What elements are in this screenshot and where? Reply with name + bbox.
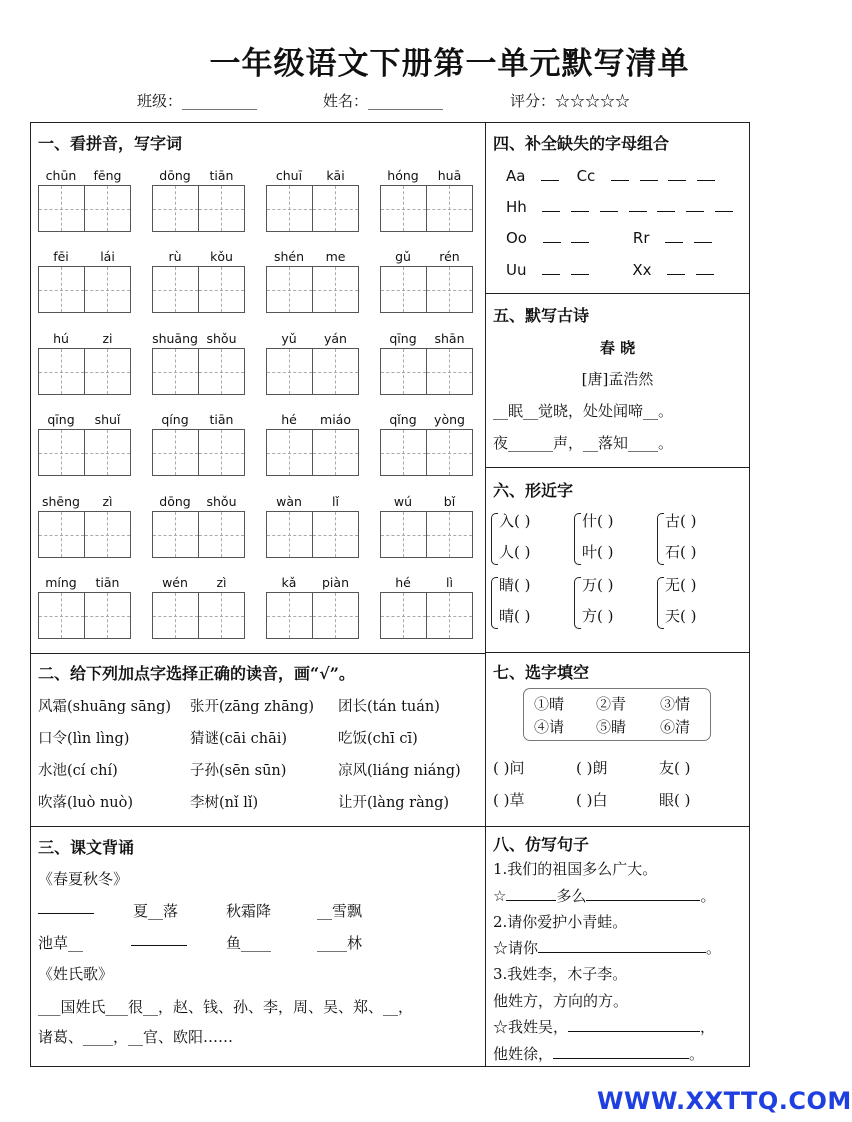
reading-choice[interactable]: 张开(zāng zhāng) [190,699,315,715]
writing-cell[interactable] [152,348,199,395]
writing-cell[interactable] [380,511,427,558]
writing-cell[interactable] [380,348,427,395]
blank[interactable] [571,198,589,212]
blank[interactable] [568,1018,700,1032]
fill-4[interactable]: ( )草 [493,791,525,809]
writing-cell[interactable] [313,429,360,476]
writing-cell[interactable] [313,592,360,639]
blank[interactable] [686,198,704,212]
reading-choice[interactable]: 猜谜(cāi chāi) [190,731,288,747]
pinyin-label: qīng [389,331,417,346]
class-blank: __________ [182,92,258,110]
fill-1[interactable]: ( )问 [493,759,525,777]
pinyin-label: rù [168,249,182,264]
choice-option: ⑥清 [660,718,691,736]
writing-cell[interactable] [152,511,199,558]
writing-cell[interactable] [380,266,427,313]
pinyin-label: qíng [161,412,189,427]
reading-choice[interactable]: 让开(làng ràng) [338,795,450,811]
writing-cell[interactable] [427,348,474,395]
writing-cell[interactable] [266,266,313,313]
writing-cell[interactable] [199,348,246,395]
brace [657,577,664,629]
fill-2[interactable]: ( )朗 [576,759,608,777]
pinyin-label: kāi [326,168,345,183]
letter-pair: Uu [506,261,527,279]
writing-grid[interactable] [152,185,245,232]
blank[interactable] [715,198,733,212]
blank[interactable] [667,261,685,275]
pinyin-label: qǐng [389,412,417,427]
imitate-word: 多么 [556,887,587,905]
blank[interactable] [38,900,94,914]
writing-grid[interactable] [152,592,245,639]
blank[interactable] [541,167,559,181]
blank[interactable] [571,261,589,275]
pinyin-label: kǒu [210,249,233,264]
letters-row-1 [506,167,715,185]
writing-cell[interactable] [38,429,85,476]
letter-pair: Rr [632,229,650,247]
score-field [510,90,630,111]
writing-cell[interactable] [85,429,132,476]
writing-grid[interactable] [152,429,245,476]
reading-choice[interactable]: 子孙(sēn sūn) [190,763,287,779]
divider [30,826,485,827]
similar-char-item[interactable]: 石( ) [665,543,697,561]
section-2-title: 二、给下列加点字选择正确的读音，画“√”。 [38,664,355,683]
pinyin-label: rén [439,249,460,264]
pinyin-label: fēi [53,249,69,264]
writing-cell[interactable] [152,185,199,232]
pinyin-label: yòng [434,412,465,427]
writing-cell[interactable] [266,185,313,232]
class-field [137,90,257,111]
poem-line-2: 夜______声，__落知____。 [493,434,674,452]
pinyin-label: chūn [45,168,77,183]
choice-option: ③情 [660,695,691,713]
choice-option: ④请 [534,718,565,736]
pinyin-label: dōng [159,494,191,509]
blank[interactable] [694,229,712,243]
writing-grid[interactable] [266,429,359,476]
star-icon: ☆ [493,887,507,905]
blank[interactable] [542,198,560,212]
pinyin-label: shān [434,331,465,346]
pinyin-label: wén [162,575,188,590]
poem-line-1: __眠__觉晓，处处闻啼__。 [493,402,674,420]
reading-choice[interactable]: 口令(lìn lìng) [38,731,130,747]
letter-pair: Hh [506,198,527,216]
imitate-3: ☆我姓吴， ， [493,1018,716,1036]
reading-choice[interactable]: 吹落(luò nuò) [38,795,134,811]
brace [491,577,498,629]
pinyin-label: shuǐ [94,412,121,427]
pinyin-label: shǒu [206,331,237,346]
section-3-title: 三、课文背诵 [38,838,135,857]
imitate-prefix: ☆我姓吴， [493,1018,569,1036]
pinyin-label: tiān [209,168,234,183]
reading-choice[interactable]: 水池(cí chí) [38,763,118,779]
pinyin-label: yán [324,331,347,346]
score-stars: ☆☆☆☆☆ [555,92,631,110]
writing-grid[interactable] [38,185,131,232]
brace [491,513,498,565]
name-blank: __________ [368,92,444,110]
writing-grid[interactable] [380,511,473,558]
pinyin-label: shǒu [206,494,237,509]
recite-2d: ____林 [317,934,363,952]
pinyin-label: hé [395,575,411,590]
writing-cell[interactable] [427,429,474,476]
blank[interactable] [542,261,560,275]
pinyin-label: wú [393,494,413,509]
writing-cell[interactable] [38,348,85,395]
letters-row-3 [506,229,712,247]
writing-grid[interactable] [38,511,131,558]
section-1-title: 一、看拼音，写字词 [38,134,183,153]
pinyin-label: fēng [93,168,122,183]
writing-cell[interactable] [313,511,360,558]
blank[interactable] [668,167,686,181]
blank[interactable] [697,167,715,181]
pinyin-label: zì [216,575,227,590]
writing-cell[interactable] [199,185,246,232]
reading-choice[interactable]: 李树(nǐ lǐ) [190,795,259,811]
poem-author: [唐]孟浩然 [581,370,654,388]
similar-char-item[interactable]: 天( ) [665,607,697,625]
similar-char-item[interactable]: 什( ) [582,512,614,530]
pinyin-label: míng [45,575,77,590]
writing-cell[interactable] [266,348,313,395]
letter-pair: Aa [506,167,526,185]
fill-6[interactable]: 眼( ) [659,791,691,809]
divider [30,653,485,654]
similar-char-item[interactable]: 睛( ) [499,576,531,594]
blank[interactable] [640,167,658,181]
writing-cell[interactable] [266,511,313,558]
writing-cell[interactable] [380,592,427,639]
writing-cell[interactable] [38,511,85,558]
blank[interactable] [586,887,700,901]
writing-cell[interactable] [313,348,360,395]
writing-cell[interactable] [85,266,132,313]
pinyin-label: yǔ [281,331,297,346]
pinyin-label: lì [446,575,453,590]
letter-pair: Oo [506,229,527,247]
writing-cell[interactable] [266,429,313,476]
blank[interactable] [506,887,556,901]
pinyin-label: hóng [387,168,419,183]
recite-line-1 [38,900,94,918]
writing-cell[interactable] [427,592,474,639]
blank[interactable] [696,261,714,275]
sentence-2: 2.请你爱护小青蛙。 [493,913,628,931]
reading-choice[interactable]: 风霜(shuāng sāng) [38,699,172,715]
recite-2c: 鱼____ [226,934,272,952]
similar-char-item[interactable]: 万( ) [582,576,614,594]
writing-cell[interactable] [152,429,199,476]
writing-cell[interactable] [38,592,85,639]
section-8-title: 八、仿写句子 [493,835,590,854]
class-label: 班级： [137,92,183,110]
writing-cell[interactable] [38,266,85,313]
column-divider [485,122,486,1067]
pinyin-label: tiān [209,412,234,427]
writing-cell[interactable] [427,266,474,313]
sentence-3: 3.我姓李，木子李。 [493,965,628,983]
writing-cell[interactable] [199,511,246,558]
writing-cell[interactable] [152,592,199,639]
pinyin-label: me [325,249,346,264]
writing-cell[interactable] [85,348,132,395]
writing-grid[interactable] [380,592,473,639]
writing-cell[interactable] [199,429,246,476]
recite-1c: __雪飘 [317,902,363,920]
writing-cell[interactable] [152,266,199,313]
poem2-title: 《姓氏歌》 [38,965,114,983]
writing-cell[interactable] [199,266,246,313]
pinyin-label: hé [281,412,297,427]
letters-row-4 [506,261,714,279]
pinyin-label: zi [102,331,113,346]
pinyin-label: zì [102,494,113,509]
writing-grid[interactable] [380,266,473,313]
divider [485,467,750,468]
writing-grid[interactable] [152,266,245,313]
pinyin-label: dōng [159,168,191,183]
reading-choice[interactable]: 吃饭(chī cī) [338,731,418,747]
pinyin-label: hú [53,331,69,346]
divider [485,826,750,827]
pinyin-label: chuī [275,168,303,183]
recite-1b: 秋霜降 [226,902,272,920]
poem-title: 春 晓 [599,339,636,357]
writing-cell[interactable] [380,185,427,232]
name-field [323,90,443,111]
blank[interactable] [571,229,589,243]
writing-grid[interactable] [38,429,131,476]
pinyin-label: piàn [322,575,349,590]
writing-grid[interactable] [152,511,245,558]
poem1-title: 《春夏秋冬》 [38,870,129,888]
writing-cell[interactable] [380,429,427,476]
similar-char-item[interactable]: 入( ) [499,512,531,530]
similar-char-item[interactable]: 无( ) [665,576,697,594]
divider [485,293,750,294]
pinyin-label: shuāng [152,331,198,346]
pinyin-label: miáo [320,412,351,427]
writing-cell[interactable] [199,592,246,639]
writing-grid[interactable] [38,348,131,395]
recite-4: 诸葛、____，__官、欧阳…… [38,1028,234,1046]
blank[interactable] [657,198,675,212]
writing-cell[interactable] [85,592,132,639]
writing-grid[interactable] [266,592,359,639]
brace [574,577,581,629]
choice-option: ②青 [596,695,627,713]
letter-pair: Xx [632,261,652,279]
reading-choice[interactable]: 凉风(liáng niáng) [338,763,461,779]
recite-2a: 池草__ [38,934,84,952]
similar-char-item[interactable]: 晴( ) [499,607,531,625]
section-4-title: 四、补全缺失的字母组合 [493,134,670,153]
pinyin-label: huā [437,168,462,183]
letter-pair: Cc [576,167,596,185]
imitate-2: ☆请你 。 [493,939,722,957]
writing-cell[interactable] [427,511,474,558]
imitate-4: 他姓徐， 。 [493,1045,705,1063]
similar-char-item[interactable]: 方( ) [582,607,614,625]
sentence-3b: 他姓方，方向的方。 [493,992,629,1010]
imitate-prefix: ☆请你 [493,939,539,957]
writing-grid[interactable] [266,511,359,558]
writing-grid[interactable] [380,185,473,232]
site-watermark: WWW.XXTTQ.COM [597,1087,852,1115]
similar-char-item[interactable]: 古( ) [665,512,697,530]
score-label: 评分： [510,92,556,110]
recite-1a: 夏__落 [133,902,179,920]
section-7-title: 七、选字填空 [493,663,590,682]
similar-char-item[interactable]: 人( ) [499,543,531,561]
writing-grid[interactable] [38,592,131,639]
choice-option: ①晴 [534,695,565,713]
fill-3[interactable]: 友( ) [659,759,691,777]
blank[interactable] [543,229,561,243]
writing-grid[interactable] [266,185,359,232]
brace [574,513,581,565]
blank[interactable] [553,1045,689,1059]
recite-3: ___国姓氏___很__，赵、钱、孙、李，周、吴、郑、__， [38,998,414,1016]
blank[interactable] [538,939,706,953]
writing-cell[interactable] [85,185,132,232]
writing-grid[interactable] [152,348,245,395]
pinyin-label: lǐ [332,494,339,509]
pinyin-label: qīng [47,412,75,427]
reading-choice[interactable]: 团长(tán tuán) [338,699,440,715]
choice-option: ⑤睛 [596,718,627,736]
pinyin-label: shēng [42,494,80,509]
name-label: 姓名： [323,92,369,110]
writing-grid[interactable] [266,348,359,395]
writing-grid[interactable] [38,266,131,313]
pinyin-label: shén [273,249,305,264]
brace [657,513,664,565]
writing-cell[interactable] [313,266,360,313]
pinyin-label: gǔ [395,249,411,264]
sentence-1: 1.我们的祖国多么广大。 [493,860,658,878]
similar-char-item[interactable]: 叶( ) [582,543,614,561]
section-6-title: 六、形近字 [493,481,574,500]
writing-grid[interactable] [380,429,473,476]
divider [485,652,750,653]
writing-grid[interactable] [266,266,359,313]
blank[interactable] [600,198,618,212]
blank[interactable] [131,932,187,946]
writing-cell[interactable] [313,185,360,232]
fill-5[interactable]: ( )白 [576,791,608,809]
writing-grid[interactable] [380,348,473,395]
section-5-title: 五、默写古诗 [493,306,590,325]
pinyin-label: kǎ [281,575,297,590]
pinyin-label: lái [100,249,115,264]
blank[interactable] [629,198,647,212]
pinyin-label: bǐ [443,494,456,509]
writing-cell[interactable] [427,185,474,232]
writing-cell[interactable] [38,185,85,232]
imitate-prefix: 他姓徐， [493,1045,554,1063]
writing-cell[interactable] [266,592,313,639]
writing-cell[interactable] [85,511,132,558]
blank[interactable] [611,167,629,181]
letters-row-2 [506,198,733,216]
pinyin-label: tiān [95,575,120,590]
blank[interactable] [665,229,683,243]
recite-line-2b [131,932,187,950]
page-title: 一年级语文下册第一单元默写清单 [209,46,690,82]
imitate-1: ☆ 多么 。 [493,887,716,905]
pinyin-label: wàn [276,494,302,509]
